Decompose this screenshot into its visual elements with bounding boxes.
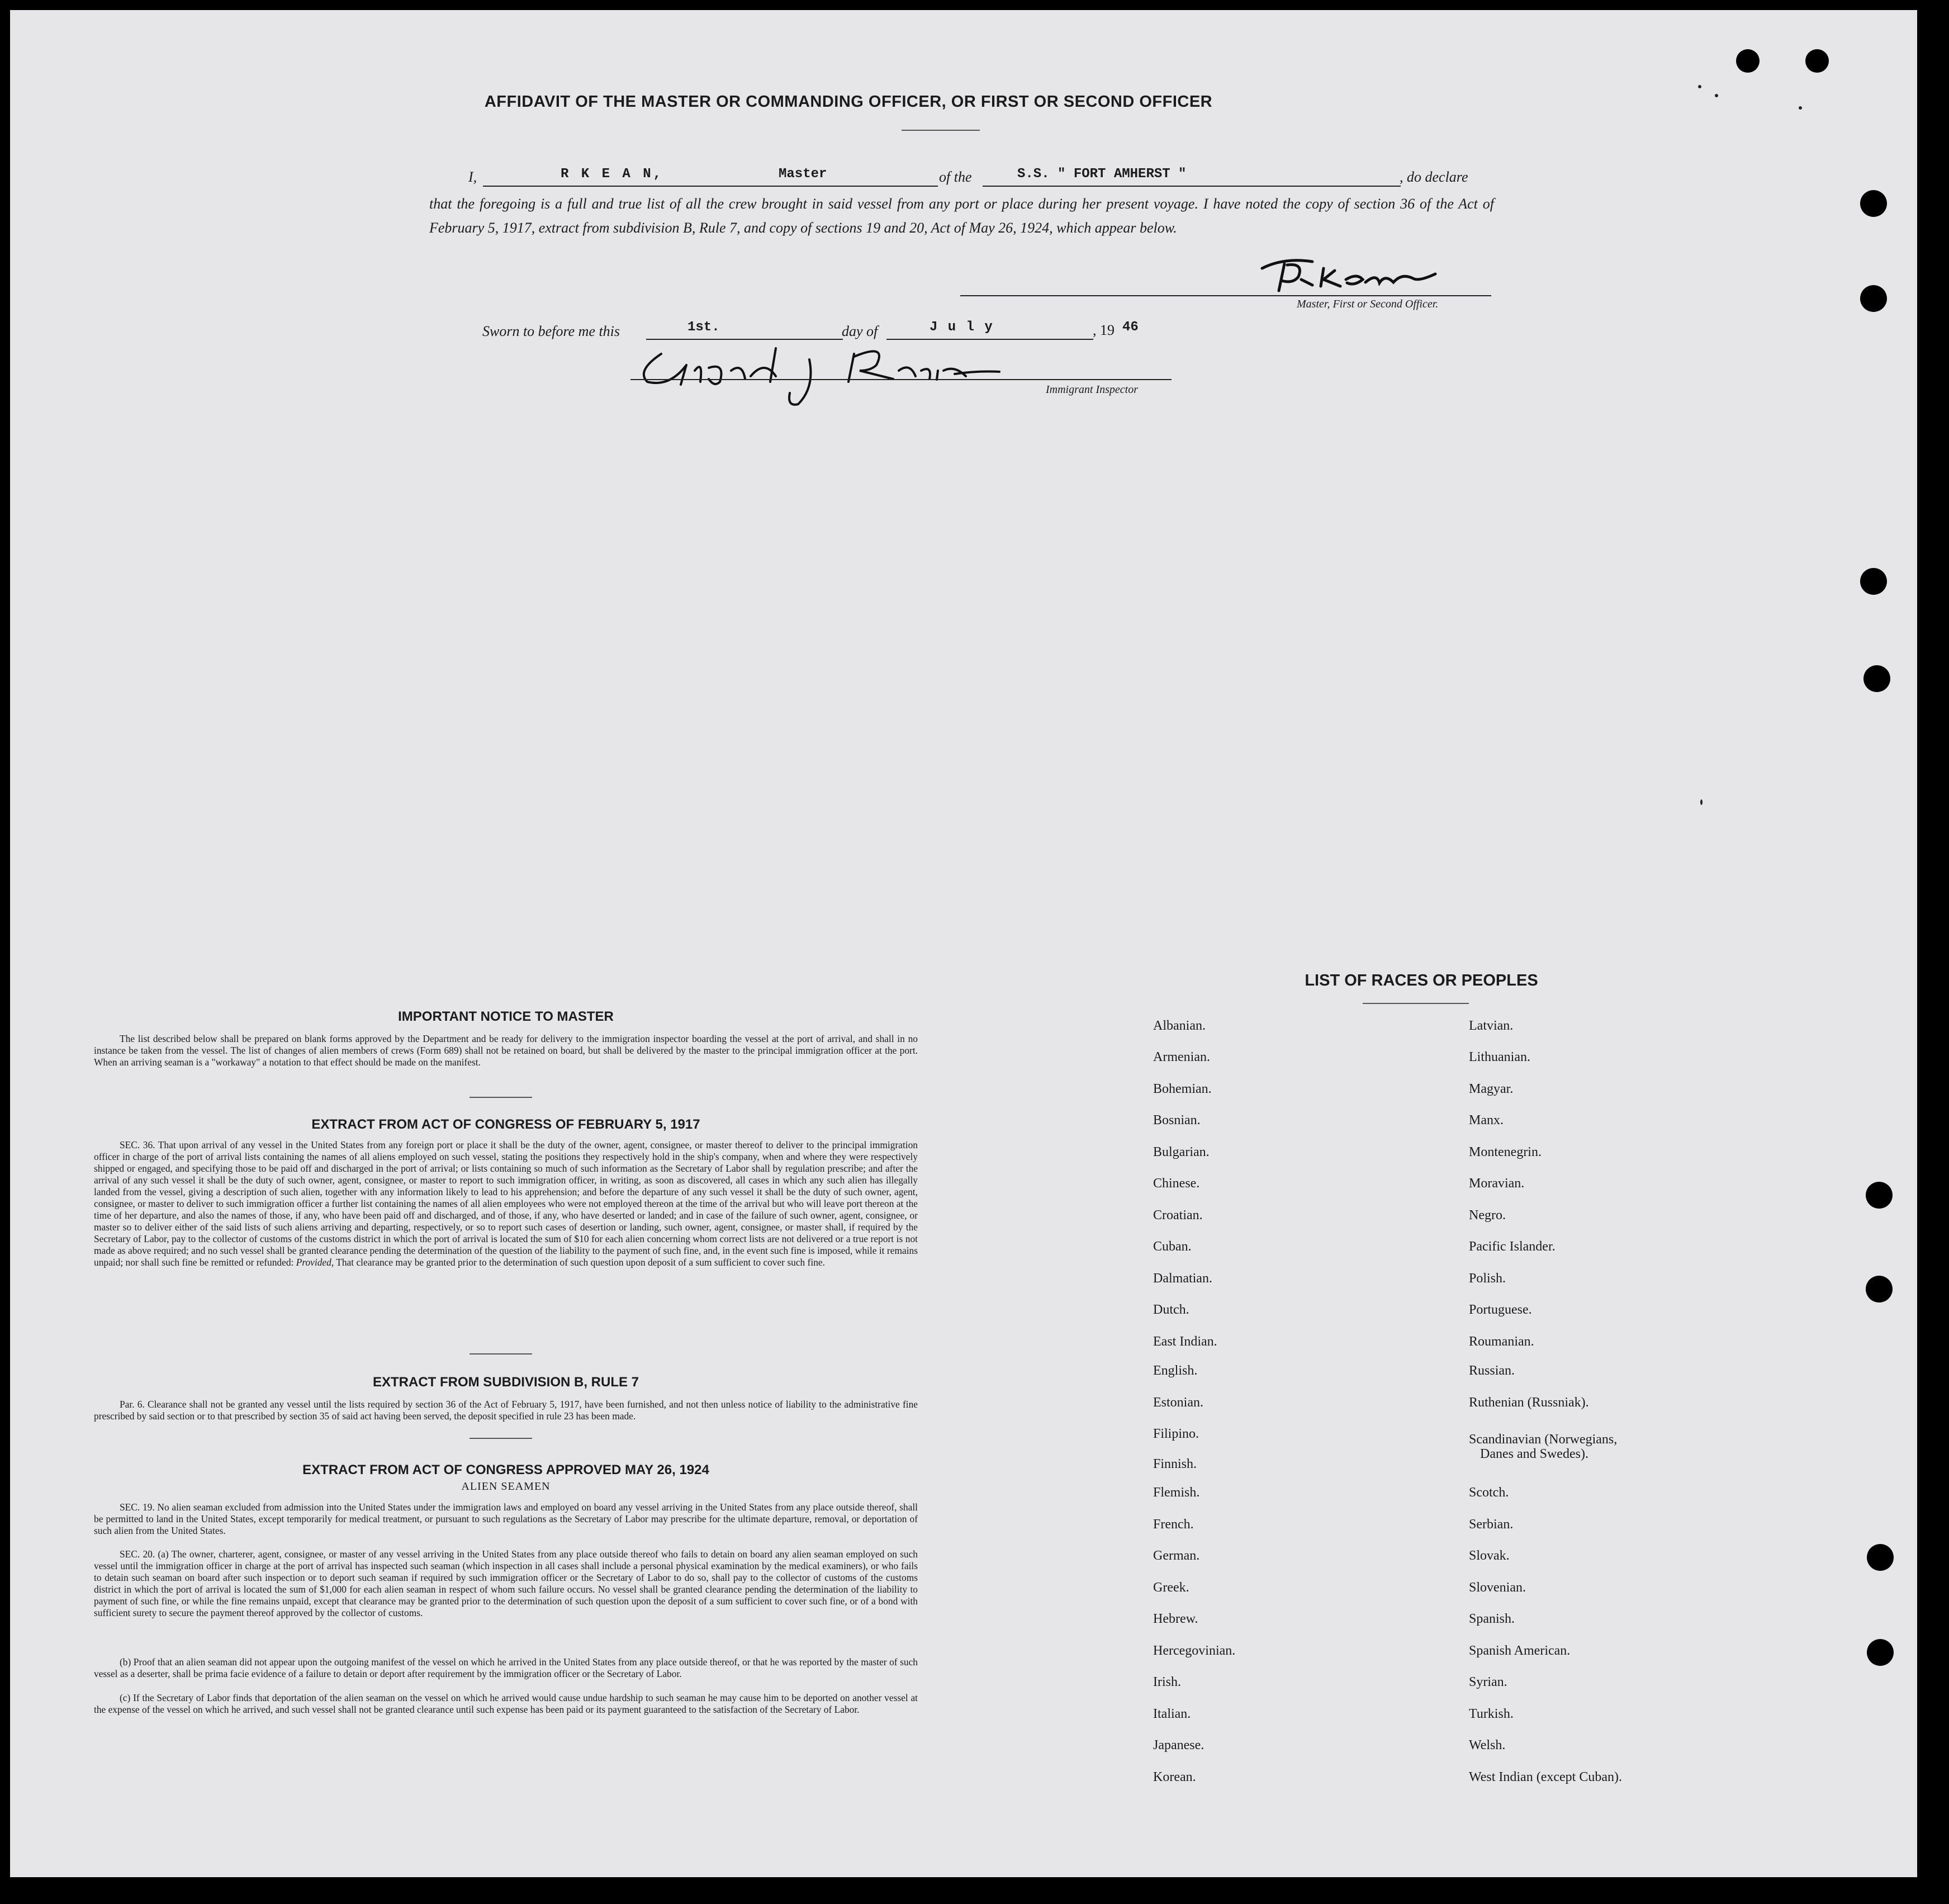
race-item: Russian. [1469,1363,1515,1378]
binder-hole [1736,49,1760,73]
extract-1917-sec: SEC. 36. [120,1139,155,1150]
divider [902,130,980,131]
divider [1363,1003,1469,1004]
race-item: Roumanian. [1469,1334,1534,1349]
race-item: Magyar. [1469,1082,1514,1096]
binder-hole [1863,665,1890,692]
binder-hole [1866,1276,1893,1303]
master-title: Master [779,167,827,182]
sworn-month: J u l y [930,320,994,335]
race-item: Albanian. [1153,1019,1206,1033]
races-title: LIST OF RACES OR PEOPLES [1305,972,1538,989]
affidavit-title: AFFIDAVIT OF THE MASTER OR COMMANDING OFFICER, OR FIRST OR SECOND OFFICER [484,93,1213,111]
speck [1799,106,1802,110]
extract-1924-sec20a: SEC. 20. (a) The owner, charterer, agent, consignee, or master of any vessel arriving in the United States from any place outside thereof who fails to detain on board any alien seaman employed on such vessel until the immigration officer in charge at the port of arrival has inspected such seaman (which inspection in all cases shall include a personal physical examination by the medical examiners), or who fails to detain such seaman on board after such inspection or to deport such seaman if required by such immigration officer or the Secretary of Labor to do so, shall pay to the collector of customs of the customs district in which the port of arrival is located the sum of $1,000 for each alien seaman in respect of whom such failure occurs. No vessel shall be granted clearance pending the determination of the liability to payment of such fine, or while the fine remains unpaid, except that clearance may be granted prior to the determination of such question upon the deposit of a sum sufficient to cover such fine, or of a bond with sufficient surety to secure the payment thereof approved by the collector of customs. [94,1548,918,1618]
master-signature-caption: Master, First or Second Officer. [1297,298,1439,310]
race-item: Montenegrin. [1469,1145,1542,1159]
race-item: Chinese. [1153,1176,1200,1191]
affidavit-body: that the foregoing is a full and true list of all the crew brought in said vessel from any port or place during her present voyage. I have noted the copy of section 36 of the Act of February 5, 1917, extract from subdivision B, Rule 7, and copy of sections 19 and 20, Act of May 26, 1924, which appear below. [429,196,1494,236]
binder-hole [1860,285,1887,312]
year-prefix: , 19 [1093,322,1115,338]
master-name: R K E A N, [561,167,664,182]
race-item: Manx. [1469,1113,1504,1128]
extract-1917-provided: Provided, [296,1257,334,1268]
inspector-caption: Immigrant Inspector [1046,383,1138,396]
race-item: Danes and Swedes). [1480,1447,1588,1461]
race-item: Dutch. [1153,1303,1189,1317]
sworn-prefix: Sworn to before me this [482,323,620,339]
do-declare-label: , do declare [1400,169,1468,185]
extract-1917-text-a: That upon arrival of any vessel in the United States from any foreign port or place it shall be the duty of the owner, agent, consignee, or master thereof to deliver to the principal immigration officer in charge of the port of arrival lists containing the names of all aliens employed on such vessel, stating the positions they respectively hold in the ship's company, when and where they were respectively shipped or engaged, and specifying those to be paid off and discharged in the port of arrival; or lists containing so much of such information as the Secretary of Labor shall by regulation prescribe; and after the arrival of any such vessel it shall be the duty of such owner, agent, consignee, or master to report to such immigration officer, in writing, as soon as discovered, all cases in which any such alien has illegally landed from the vessel, giving a description of such alien, together with any information likely to lead to his apprehension; and before the departure of any such vessel it shall be the duty of such owner, agent, consignee, or master to deliver to such immigration officer a further list containing the names of all alien employees who were not employed thereon at the time of the arrival but who will leave port thereon at the time of her departure, and also the names of those, if any, who have been paid off and discharged, and of those, if any, who have deserted or landed; and in case of the failure of such owner, agent, consignee, or master so to deliver either of the said lists of such aliens arriving and departing, respectively, or so to report such cases of desertion or landing, such owner, agent, consignee, or master shall, if required by the Secretary of Labor, pay to the collector of customs of the customs district in which the port of arrival is located the sum of $10 for each alien concerning whom correct lists are not delivered or a true report is not made as above required; and no such vessel shall be granted clearance pending the determination of the question of the liability to the payment of such fine, and, in the event such fine is imposed, while it remains unpaid; nor shall such fine be remitted or refunded: [94,1139,918,1268]
binder-hole [1860,568,1887,595]
race-item: Irish. [1153,1675,1181,1689]
race-item: Dalmatian. [1153,1271,1212,1286]
divider [470,1353,532,1354]
extract-1924-sec20c: (c) If the Secretary of Labor finds that deportation of the alien seaman on the vessel on which he arrived would cause undue hardship to such seaman he may cause him to be deported on another vessel at the expense of the vessel on which he arrived, and such vessel shall not be granted clearance until such expense has been paid or its payment guaranteed to the satisfaction of the Secretary of Labor. [94,1692,918,1715]
race-item: Spanish American. [1469,1643,1571,1658]
notice-text: The list described below shall be prepared on blank forms approved by the Department and be ready for delivery to the immigration inspector boarding the vessel at the port of arrival, and shall in no instance be taken from the vessel. The list of changes of alien members of crews (Form 689) shall not be retained on board, but shall be delivered by the master to the principal immigration officer at the port. When an arriving seaman is a "workaway" a notation to that effect should be made on the manifest. [94,1033,918,1068]
master-signature [1251,252,1463,296]
race-item: Bosnian. [1153,1113,1201,1128]
extract-1924-sec20b: (b) Proof that an alien seaman did not appear upon the outgoing manifest of the vessel on which he arrived in the United States from any place outside thereof, or that he was reported by the master of such vessel as a deserter, shall be prima facie evidence of a failure to detain or deport after requirement by the immigration officer or the Secretary of Labor. [94,1656,918,1679]
race-item: Serbian. [1469,1517,1514,1532]
race-item: Greek. [1153,1580,1189,1595]
race-item: Finnish. [1153,1457,1197,1471]
vessel-name: S.S. " FORT AMHERST " [1017,167,1187,182]
race-item: Korean. [1153,1770,1196,1784]
master-name-field [483,173,938,187]
binder-hole [1867,1639,1894,1666]
race-item: Croatian. [1153,1208,1203,1223]
notice-title: IMPORTANT NOTICE TO MASTER [398,1009,614,1024]
race-item: Estonian. [1153,1395,1203,1410]
race-item: Filipino. [1153,1427,1199,1441]
binder-hole [1860,190,1887,217]
race-item: Scotch. [1469,1485,1509,1500]
race-item: French. [1153,1517,1194,1532]
sworn-day: 1st. [687,320,720,335]
race-item: Pacific Islander. [1469,1239,1556,1254]
race-item: English. [1153,1363,1198,1378]
speck [1698,85,1701,88]
year-suffix: 46 [1122,320,1139,335]
of-the-label: of the [939,169,972,185]
race-item: West Indian (except Cuban). [1469,1770,1622,1784]
race-item: Japanese. [1153,1738,1205,1753]
race-item: Scandinavian (Norwegians, [1469,1432,1618,1447]
race-item: German. [1153,1548,1200,1563]
speck [1700,799,1703,805]
race-item: Moravian. [1469,1176,1525,1191]
race-item: Ruthenian (Russniak). [1469,1395,1589,1410]
race-item: Polish. [1469,1271,1506,1286]
divider [470,1438,532,1439]
rule7-text: Par. 6. Clearance shall not be granted any vessel until the lists required by section 36 of the Act of February 5, 1917, have been furnished, and not then unless notice of liability to the administrative fine prescribed by said section or to that prescribed by section 35 of said act having been served, the deposit specified in rule 23 has been made. [94,1399,918,1422]
race-item: Flemish. [1153,1485,1200,1500]
inspector-signature-line [630,368,1172,380]
extract-1924-sec19: SEC. 19. No alien seaman excluded from admission into the United States under the immigration laws and employed on board any vessel arriving in the United States from any place outside thereof, shall be permitted to land in the United States, except temporarily for medical treatment, or pursuant to such regulations as the Secretary of Labor may prescribe for the ultimate departure, removal, or deportation of such alien from the United States. [94,1502,918,1536]
extract-1924-subtitle: ALIEN SEAMEN [461,1480,551,1493]
race-item: Bulgarian. [1153,1145,1210,1159]
day-of-label: day of [842,323,878,339]
extract-1917-title: EXTRACT FROM ACT OF CONGRESS OF FEBRUARY 5, 1917 [311,1117,700,1132]
race-item: Latvian. [1469,1019,1514,1033]
rule7-title: EXTRACT FROM SUBDIVISION B, RULE 7 [372,1375,639,1390]
affidavit-line1-prefix: I, [468,169,477,185]
document-page [10,10,1917,1877]
binder-hole [1866,1182,1893,1209]
divider [470,1097,532,1098]
extract-1924-title: EXTRACT FROM ACT OF CONGRESS APPROVED MAY 26, 1924 [302,1462,709,1477]
race-item: Portuguese. [1469,1303,1532,1317]
binder-hole [1867,1544,1894,1571]
speck [1715,94,1718,97]
race-item: Negro. [1469,1208,1506,1223]
race-item: Slovenian. [1469,1580,1526,1595]
race-item: Welsh. [1469,1738,1506,1753]
race-item: Armenian. [1153,1050,1210,1064]
extract-1917-text [94,1139,918,1268]
race-item: Spanish. [1469,1612,1515,1626]
binder-hole [1805,49,1829,73]
race-item: Bohemian. [1153,1082,1212,1096]
race-item: Slovak. [1469,1548,1510,1563]
race-item: Syrian. [1469,1675,1507,1689]
race-item: Italian. [1153,1707,1191,1721]
race-item: Turkish. [1469,1707,1514,1721]
extract-1917-text-b: That clearance may be granted prior to the determination of such question upon deposit of a sum sufficient to cover such fine. [336,1257,825,1268]
race-item: Hebrew. [1153,1612,1198,1626]
race-item: Hercegovinian. [1153,1643,1236,1658]
race-item: East Indian. [1153,1334,1217,1349]
race-item: Cuban. [1153,1239,1192,1254]
race-item: Lithuanian. [1469,1050,1530,1064]
